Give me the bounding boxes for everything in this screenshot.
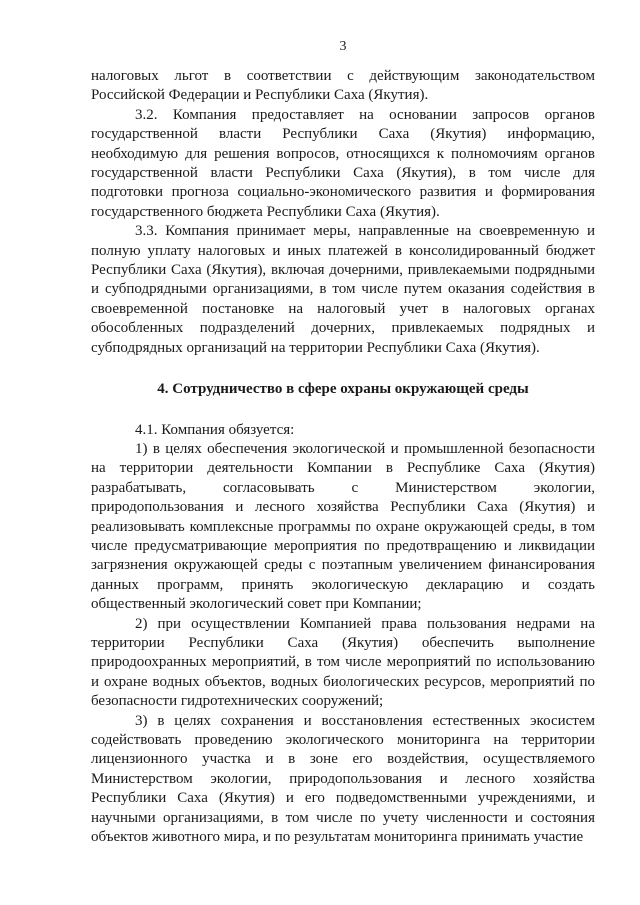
paragraph-3-2: 3.2. Компания предоставляет на основании запросов органов государственной власти Республики Саха (Якутия) информацию, необходимую для решения вопросов, относящихся к полномочиям органов государственной власти Республики Саха (Якутия), в том числе для подготовки прогноза социально-экономического развития и формирования государственного бюджета Республики Саха (Якутия). xyxy=(91,106,595,220)
paragraph-4-1: 4.1. Компания обязуется: xyxy=(135,421,295,438)
paragraph-3-1-continuation: налоговых льгот в соответствии с действующим законодательством Российской Федерации и Республики Саха (Якутия). xyxy=(91,68,595,104)
paragraph-3-3: 3.3. Компания принимает меры, направленные на своевременную и полную уплату налоговых и иных платежей в консолидированный бюджет Республики Саха (Якутия), включая дочерними, привлекаемыми подрядными и субподрядными организациями, в том числе путем оказания содействия в своевременной постановке на налоговый учет в налоговых органах обособленных подразделений дочерних, привлекаемых подрядных и субподрядных организаций на территории Республики Саха (Якутия). xyxy=(91,223,595,356)
paragraph-4-1-item-3: 3) в целях сохранения и восстановления естественных экосистем содействовать проведению экологического мониторинга на территории лицензионного участка и в зоне его воздействия, осуществляемого Министерством экологии, природопользования и лесного хозяйства Республики Саха (Якутия) и его подведомственными учреждениями, и научными организациями, в том числе по учету численности и состояния объектов животного мира, и по результатам мониторинга принимать участие xyxy=(91,712,595,846)
paragraph-4-1-item-2: 2) при осуществлении Компанией права пользования недрами на территории Республики Саха (Якутия) обеспечить выполнение природоохранных мероприятий, в том числе мероприятий по использованию и охране водных объектов, водных биологических ресурсов, мероприятий по безопасности гидротехнических сооружений; xyxy=(91,615,595,710)
section-4-heading: 4. Сотрудничество в сфере охраны окружающей среды xyxy=(157,381,529,398)
paragraph-4-1-item-1: 1) в целях обеспечения экологической и промышленной безопасности на территории деятельности Компании в Республике Саха (Якутия) разрабатывать, согласовывать с Министерством экологии, природопользования и лесного хозяйства Республики Саха (Якутия) и реализовывать комплексные программы по охране окружающей среды, в том числе предусматривающие мероприятия по предотвращению и ликвидации загрязнения окружающей среды с поэтапным увеличением финансирования данных программ, принять экологическую декларацию и создать общественный экологический совет при Компании; xyxy=(91,440,595,613)
page-number: 3 xyxy=(339,39,347,54)
